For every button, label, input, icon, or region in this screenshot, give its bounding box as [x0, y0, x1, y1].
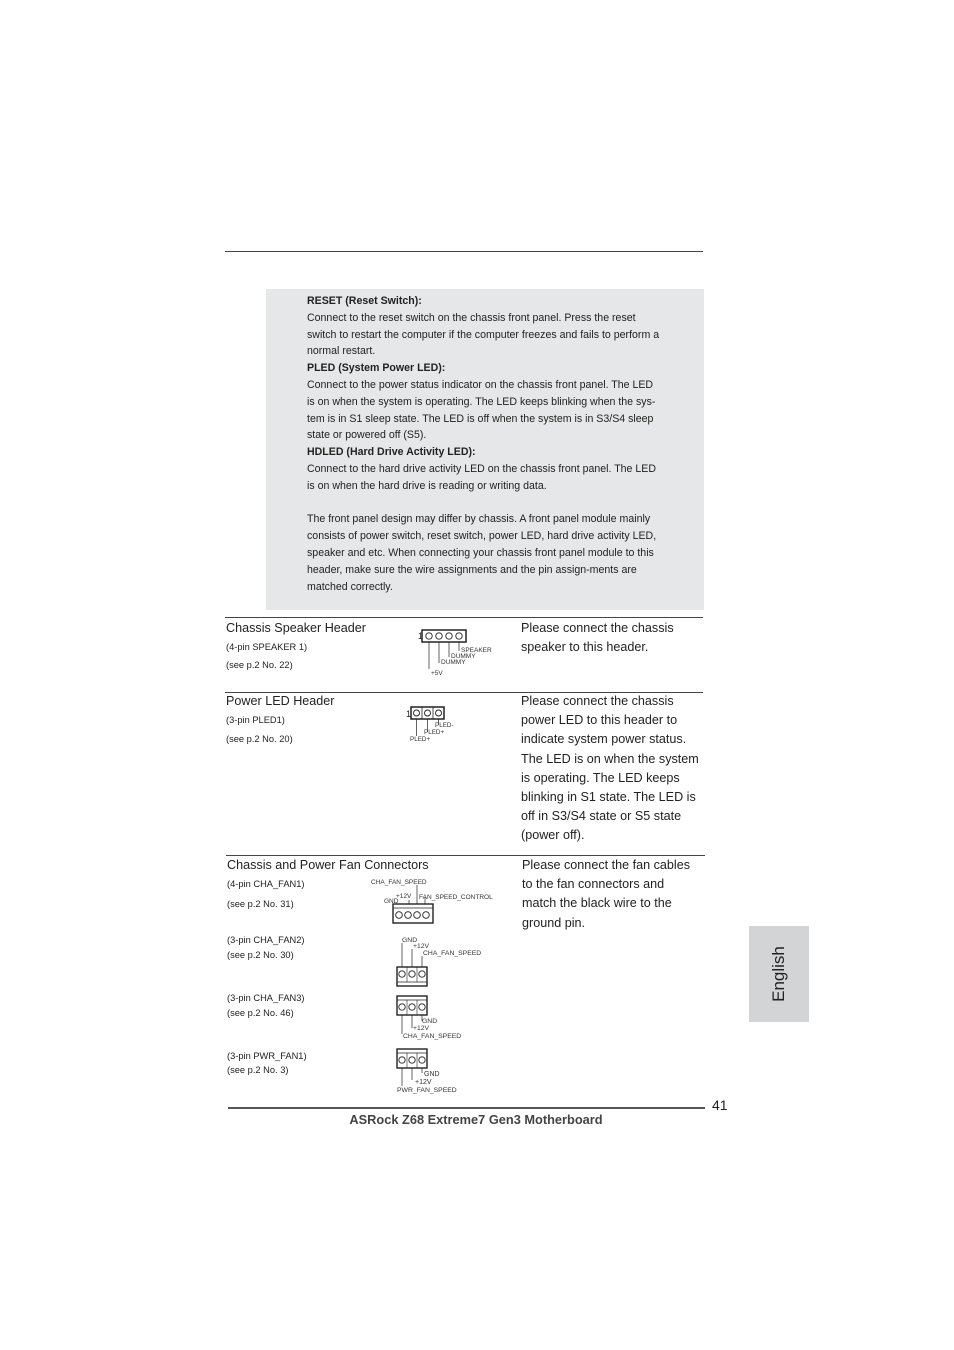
pled-line: is on when the system is operating. The LED keeps blinking when the sys- — [307, 395, 656, 408]
power-led-pin-info: (3-pin PLED1) — [226, 715, 285, 725]
pwr-fan1-page-ref: (see p.2 No. 3) — [227, 1065, 289, 1075]
fan-pin-label: GND — [424, 1071, 440, 1078]
hdled-line: Connect to the hard drive activity LED on the chassis front panel. The LED — [307, 462, 656, 475]
fan-pin-label: +12V — [415, 1079, 432, 1086]
description-line: match the black wire to the — [522, 896, 672, 911]
pwr-fan1-diagram — [395, 1047, 490, 1095]
footer-title: ASRock Z68 Extreme7 Gen3 Motherboard — [349, 1112, 603, 1127]
hdled-line: is on when the hard drive is reading or writing data. — [307, 479, 547, 492]
note-line: matched correctly. — [307, 580, 393, 593]
description-line: is operating. The LED keeps — [521, 770, 680, 785]
speaker-header-pin-info: (4-pin SPEAKER 1) — [226, 642, 308, 652]
fan-pin-label: +12V — [413, 1025, 430, 1032]
description-line: Please connect the chassis — [521, 621, 674, 635]
description-line: power LED to this header to — [521, 713, 678, 728]
pled-line: state or powered off (S5). — [307, 429, 427, 442]
cha-fan1-page-ref: (see p.2 No. 31) — [227, 899, 294, 909]
description-line: The LED is on when the system — [521, 751, 699, 766]
description-line: speaker to this header. — [521, 640, 649, 655]
speaker-pin-label: SPEAKER — [461, 647, 492, 654]
fan-pin-label: CHA_FAN_SPEED — [371, 879, 427, 886]
cha-fan3-diagram — [395, 993, 490, 1043]
power-led-pin-label: PLED+ — [424, 729, 445, 736]
cha-fan2-page-ref: (see p.2 No. 30) — [227, 950, 294, 960]
speaker-pin-label: DUMMY — [451, 653, 476, 660]
fan-pin-label: GND — [422, 1018, 438, 1025]
speaker-pin-one-label: 1 — [418, 631, 424, 641]
footer-rule — [228, 1107, 705, 1109]
description-line: to the fan connectors and — [522, 877, 665, 892]
power-led-description — [521, 692, 699, 846]
cha-fan1-diagram — [368, 874, 508, 926]
cha-fan2-diagram — [395, 933, 490, 989]
description-line: (power off). — [521, 828, 585, 843]
fan-pin-label: +12V — [396, 893, 412, 900]
description-line: indicate system power status. — [521, 732, 687, 747]
fan-pin-label: FAN_SPEED_CONTROL — [419, 894, 493, 901]
cha-fan2-pin-info: (3-pin CHA_FAN2) — [227, 935, 305, 945]
pled-heading: PLED (System Power LED): — [307, 362, 446, 375]
description-line: blinking in S1 state. The LED is — [521, 790, 696, 805]
description-line: Please connect the chassis — [521, 694, 674, 708]
top-rule — [225, 251, 703, 252]
page-number: 41 — [712, 1097, 728, 1113]
reset-heading: RESET (Reset Switch): — [307, 295, 422, 307]
hdled-heading: HDLED (Hard Drive Activity LED): — [307, 446, 476, 459]
power-led-pin-one-label: 1 — [406, 709, 412, 719]
pwr-fan1-pin-info: (3-pin PWR_FAN1) — [227, 1051, 307, 1061]
cha-fan1-pin-info: (4-pin CHA_FAN1) — [227, 879, 305, 889]
reset-line: switch to restart the computer if the computer freezes and fails to perform a — [307, 328, 660, 341]
speaker-header-diagram — [412, 625, 502, 681]
fan-pin-label: +12V — [413, 943, 430, 950]
fan-pin-label: PWR_FAN_SPEED — [397, 1087, 457, 1094]
power-led-page-ref: (see p.2 No. 20) — [226, 734, 293, 744]
speaker-header-title: Chassis Speaker Header — [226, 621, 367, 635]
power-led-header-diagram — [402, 703, 472, 745]
speaker-header-description — [521, 619, 674, 657]
fan-connectors-title: Chassis and Power Fan Connectors — [227, 858, 429, 872]
fan-pin-label: CHA_FAN_SPEED — [403, 1033, 462, 1040]
note-line: The front panel design may differ by chassis. A front panel module mainly — [307, 513, 651, 526]
pled-line: tem is in S1 sleep state. The LED is off when the system is in S3/S4 sleep — [307, 412, 654, 425]
fan-connectors-description — [522, 856, 690, 933]
description-line: Please connect the fan cables — [522, 858, 691, 872]
section-rule — [225, 617, 703, 618]
description-line: off in S3/S4 state or S5 state — [521, 809, 682, 824]
fan-pin-label: CHA_FAN_SPEED — [423, 950, 482, 957]
language-side-tab — [749, 926, 809, 1022]
cha-fan3-pin-info: (3-pin CHA_FAN3) — [227, 993, 305, 1003]
speaker-header-page-ref: (see p.2 No. 22) — [226, 660, 293, 670]
speaker-pin-label: DUMMY — [441, 659, 466, 666]
cha-fan3-page-ref: (see p.2 No. 46) — [227, 1008, 294, 1018]
reset-line: Connect to the reset switch on the chassis front panel. Press the reset — [307, 311, 636, 324]
reset-line: normal restart. — [307, 345, 376, 358]
power-led-pin-label: PLED+ — [410, 736, 431, 743]
note-line: header, make sure the wire assignments and the pin assign-ments are — [307, 563, 637, 576]
fan-pin-label: GND — [402, 937, 418, 944]
fan-pin-label: GND — [384, 898, 399, 905]
pled-line: Connect to the power status indicator on the chassis front panel. The LED — [307, 378, 654, 391]
power-led-header-title: Power LED Header — [226, 694, 335, 708]
note-line: consists of power switch, reset switch, power LED, hard drive activity LED, — [307, 530, 657, 543]
speaker-pin-label: +5V — [431, 670, 443, 677]
description-line: ground pin. — [522, 915, 586, 930]
spacer — [307, 495, 687, 512]
note-line: speaker and etc. When connecting your chassis front panel module to this — [307, 546, 654, 559]
power-led-pin-label: PLED- — [435, 722, 454, 729]
language-tab-label: English — [769, 946, 788, 1002]
front-panel-info-text — [307, 293, 687, 595]
